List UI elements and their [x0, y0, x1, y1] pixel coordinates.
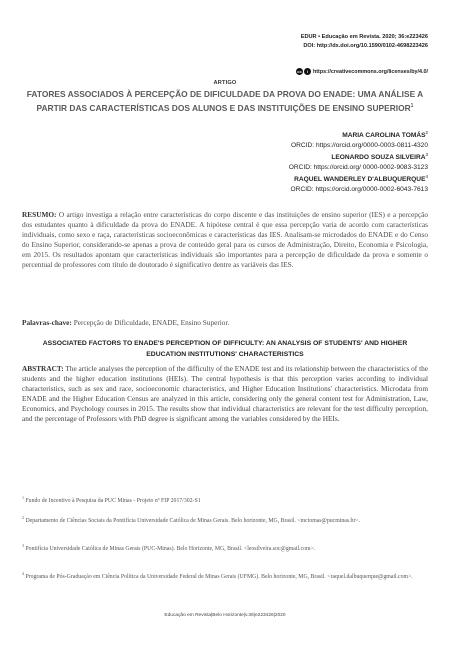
doi-link[interactable]: DOI: http://dx.doi.org/10.1590/0102-4698223426 — [303, 43, 428, 49]
keywords-text: Percepção de Dificuldade, ENADE, Ensino Superior. — [73, 318, 230, 327]
footnote: $^2$ Departamento de Ciências Sociais da Pontifícia Universidade Católica de Minas Gerais. Belo horizonte, MG, Brasil. <mctomas@pucminas.br>. — [22, 515, 361, 524]
license-link[interactable]: https://creativecommons.org/licenses/by/4.0/ — [312, 68, 428, 75]
author-name: MARIA CAROLINA TOMÁS$^2$ — [342, 130, 428, 140]
author-orcid[interactable]: ORCID: https://orcid.org/0000-0003-0811-4320 — [291, 141, 428, 149]
author-block — [289, 128, 428, 194]
keywords-paragraph — [22, 318, 428, 328]
abstract-paragraph — [22, 364, 428, 425]
resumo-label: RESUMO: — [22, 210, 57, 219]
journal-citation: EDUR • Educação em Revista. 2020; 36:e223426 — [300, 34, 428, 40]
footnote: $^1$ Fundo de Incentivo à Pesquisa da PUC Minas - Projeto nº FIP 2017/302-S1 — [22, 495, 201, 504]
footnote: $^4$ Programa de Pós-Graduação em Ciência Política da Universidade Federal de Minas Gerais (UFMG). Belo horizonte, MG, Brasil. <raquel.dalbuquerque@gmail.com>. — [22, 571, 413, 580]
author-name: RAQUEL WANDERLEY D'ALBUQUERQUE$^4$ — [294, 174, 428, 184]
resumo-paragraph — [22, 210, 428, 271]
license-row — [296, 68, 428, 75]
article-title: FATORES ASSOCIADOS À PERCEPÇÃO DE DIFICULDADE DA PROVA DO ENADE: UMA ANÁLISE A PARTIR DAS CARACTERÍSTICAS DOS ALUNOS E DAS INSTITUIÇÕES DE ENSINO SUPERIOR$^1$ — [26, 89, 424, 113]
page-footer: Educação em Revista|Belo Horizonte|v.36|e223426|2020 — [164, 613, 286, 618]
abstract-text: The article analyses the perception of the difficulty of the ENADE test and its relationship between the characteristics of the students and the higher education institutions (HEIs). The central hypothesis is that this perception varies according to individual characteristics, such as sex and race, socioeconomic characteristics, and Higher Education Institutions' characteristics. Microdata from ENADE and the Higher Education Census are analyzed in this article, considering only the general content test for Administration, Law, Economics, and Psychology courses in 2015. The results show that individual characteristics are relevant for the test difficulty perception, and the percentage of Professors with PhD degree is significant among the variables considered by the HEIs. — [22, 364, 428, 424]
abstract-label: ABSTRACT: — [22, 364, 64, 373]
resumo-text: O artigo investiga a relação entre características do corpo discente e das instituições de ensino superior (IES) e a percepção dos estudantes quanto à dificuldade da prova do ENADE. A hipótese central é que essa percepção varia de acordo com características individuais, como sexo e raça, características socioeconômicas e características das IES. Analisam-se microdados do ENADE e do Censo do Ensino Superior, considerando-se apenas a prova de conteúdo geral para os cursos de Administração, Direito, Economia e Psicologia, em 2015. Os resultados apontam que características individuais são importantes para a percepção de dificuldade da prova e somente o percentual de professores com título de doutorado é significativo dentre as variáveis das IES. — [22, 210, 429, 270]
creative-commons-icon: cc i — [296, 68, 311, 75]
footnote: $^3$ Pontifícia Universidade Católica de Minas Gerais (PUC-Minas). Belo Horizonte, MG, Brasil. <leosilveira.soc@gmail.com>. — [22, 543, 316, 552]
author-orcid[interactable]: ORCID: https://orcid.org/0000-0002-6043-7613 — [290, 185, 428, 193]
article-type-label: ARTIGO — [213, 80, 237, 86]
keywords-label: Palavras-chave: — [22, 318, 72, 327]
author-name: LEONARDO SOUZA SILVEIRA$^3$ — [331, 152, 428, 162]
english-title: ASSOCIATED FACTORS TO ENADE'S PERCEPTION OF DIFFICULTY: AN ANALYSIS OF STUDENTS' AND HIGHER EDUCATION INSTITUTIONS' CHARACTERISTICS — [42, 340, 408, 359]
author-orcid[interactable]: ORCID: https://orcid.org/ 0000-0002-9083-3123 — [288, 163, 428, 171]
